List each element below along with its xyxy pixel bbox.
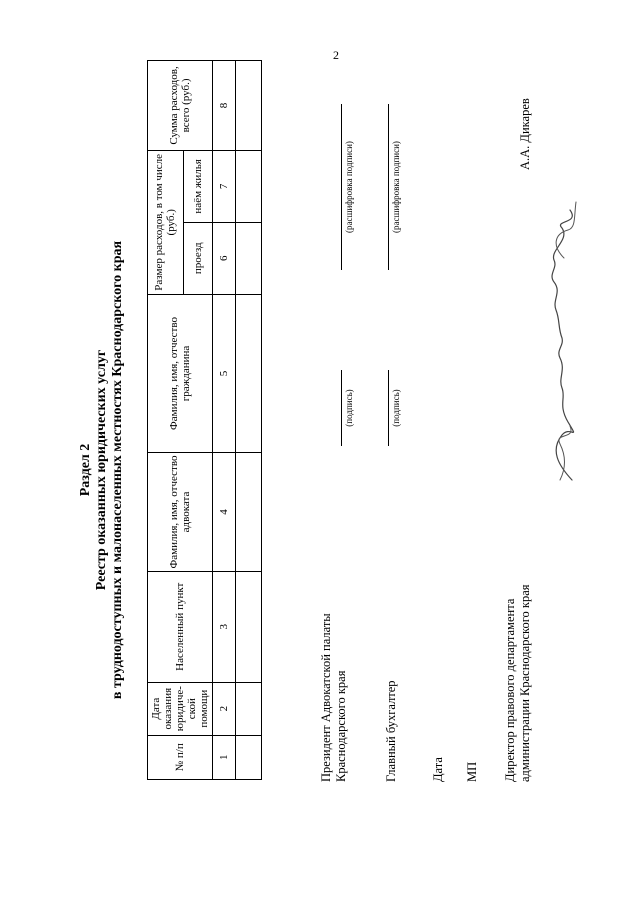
register-table bbox=[147, 60, 262, 780]
rotated-page-content bbox=[40, 66, 600, 870]
accountant-decipher-line bbox=[388, 104, 389, 270]
column-number: 8 bbox=[213, 61, 236, 151]
column-number: 5 bbox=[213, 294, 236, 453]
director-name: А.А. Дикарев bbox=[518, 98, 532, 170]
empty-cell bbox=[236, 453, 262, 571]
header-housing: наём жилья bbox=[183, 150, 212, 222]
register-title: Реестр оказанных юридических услуг bbox=[94, 349, 109, 591]
header-lawyer-name: Фамилия, имя, отчество адвоката bbox=[148, 453, 213, 571]
header-settlement: Населенный пункт bbox=[148, 571, 213, 682]
accountant-title: Главный бухгалтер bbox=[384, 680, 398, 782]
empty-cell bbox=[236, 294, 262, 453]
date-label: Дата bbox=[431, 757, 445, 782]
accountant-decipher-hint: (расшифровка подписи) bbox=[391, 141, 401, 233]
empty-cell bbox=[236, 571, 262, 682]
column-number: 4 bbox=[213, 453, 236, 571]
header-number: № п/п bbox=[148, 735, 213, 779]
president-signature-line bbox=[341, 370, 342, 446]
page-number: 2 bbox=[333, 48, 339, 62]
column-number: 7 bbox=[213, 150, 236, 222]
empty-cell bbox=[236, 150, 262, 222]
header-expenses-group: Размер расходов, в том числе (руб.) bbox=[148, 150, 184, 294]
empty-row bbox=[236, 61, 262, 780]
president-decipher-hint: (расшифровка подписи) bbox=[344, 141, 354, 233]
document-header bbox=[78, 70, 126, 870]
empty-cell bbox=[236, 682, 262, 735]
stamp-label: МП bbox=[465, 761, 479, 782]
header-total: Сумма расходов, всего (руб.) bbox=[148, 61, 213, 151]
section-heading: Раздел 2 bbox=[78, 443, 93, 497]
empty-cell bbox=[236, 735, 262, 779]
president-signature-hint: (подпись) bbox=[344, 389, 354, 427]
header-citizen-name: Фамилия, имя, отчество гражданина bbox=[148, 294, 213, 453]
accountant-signature-line bbox=[388, 370, 389, 446]
header-travel: проезд bbox=[183, 222, 212, 294]
empty-cell bbox=[236, 61, 262, 151]
column-number: 3 bbox=[213, 571, 236, 682]
column-number: 6 bbox=[213, 222, 236, 294]
handwritten-signature bbox=[540, 190, 590, 490]
director-title: Директор правового департамента администрации Краснодарского края bbox=[503, 584, 532, 782]
register-subtitle: в труднодоступных и малонаселенных местностях Краснодарского края bbox=[110, 240, 125, 700]
president-title: Президент Адвокатской палаты Краснодарского края bbox=[319, 613, 348, 782]
column-number-row bbox=[213, 61, 236, 780]
empty-cell bbox=[236, 222, 262, 294]
header-date: Дата оказания юридиче-ской помощи bbox=[148, 682, 213, 735]
column-number: 2 bbox=[213, 682, 236, 735]
column-number: 1 bbox=[213, 735, 236, 779]
accountant-signature-hint: (подпись) bbox=[391, 389, 401, 427]
president-decipher-line bbox=[341, 104, 342, 270]
